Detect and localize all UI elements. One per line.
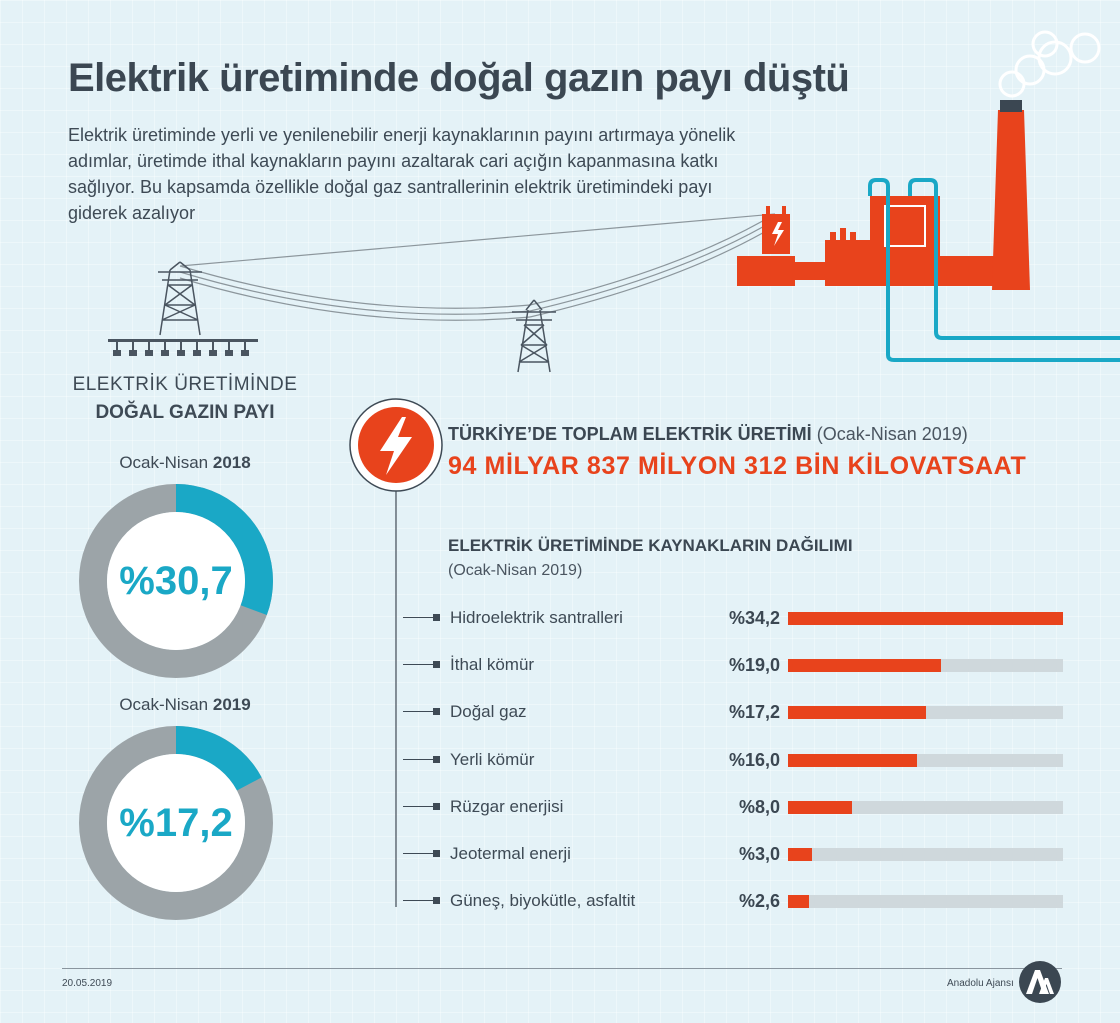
connector-line xyxy=(403,900,433,901)
bar-row xyxy=(0,842,1120,866)
connector-line xyxy=(403,806,433,807)
bar-category-label: Jeotermal enerji xyxy=(450,844,571,863)
donut-value-label: %17,2 xyxy=(119,800,233,845)
donut-chart-2018 xyxy=(79,484,273,678)
donut-heading-line1: ELEKTRİK ÜRETİMİNDE xyxy=(72,374,298,395)
bullet-square xyxy=(433,897,440,904)
page-title: Elektrik üretiminde doğal gazın payı düştü xyxy=(68,56,850,100)
bar xyxy=(788,706,926,719)
period-year: 2019 xyxy=(212,695,251,714)
bar-category-label: Hidroelektrik santralleri xyxy=(450,608,623,627)
bar-row xyxy=(0,795,1120,819)
connector-line xyxy=(403,711,433,712)
donut-2018-period xyxy=(40,453,330,473)
intro-text: Elektrik üretiminde yerli ve yenilenebilir enerji kaynaklarının payını artırmaya yönelik adımlar, üretimde ithal kaynakların payını azaltarak cari açığın kapanmasına katkı sağlıyor. Bu kapsamda özellikle doğal gaz santrallerinin elektrik üretimindeki payı giderek azalıyor xyxy=(68,125,736,223)
bullet-square xyxy=(433,803,440,810)
footer-agency: Anadolu Ajansı xyxy=(947,978,1014,989)
total-value: 94 MİLYAR 837 MİLYON 312 BİN KİLOVATSAAT xyxy=(448,452,1027,480)
bullet-square xyxy=(433,708,440,715)
bar-value-label: %17,2 xyxy=(728,702,780,723)
bar-value-label: %34,2 xyxy=(728,608,780,628)
bullet-square xyxy=(433,614,440,621)
bar-category-label: Yerli kömür xyxy=(450,749,535,769)
power-tower-icon xyxy=(512,300,556,372)
distribution-heading: ELEKTRİK ÜRETİMİNDE KAYNAKLARIN DAĞILIMI xyxy=(448,536,853,555)
bar-track xyxy=(788,706,1063,719)
bullet-square xyxy=(433,661,440,668)
aa-logo-icon xyxy=(1018,960,1062,1004)
footer-date: 20.05.2019 xyxy=(62,978,113,989)
bar xyxy=(788,801,852,814)
connector-line xyxy=(403,664,433,665)
power-tower-icon xyxy=(158,262,202,335)
bar-value-label: %3,0 xyxy=(738,844,780,864)
bar-track xyxy=(788,659,1063,672)
bar-value-label: %19,0 xyxy=(728,655,780,676)
total-period: (Ocak-Nisan 2019) xyxy=(816,424,968,444)
total-heading: TÜRKİYE’DE TOPLAM ELEKTRİK ÜRETİMİ xyxy=(448,424,812,444)
bar-track xyxy=(788,801,1063,814)
period-prefix: Ocak-Nisan xyxy=(119,453,209,472)
bar-track xyxy=(788,895,1063,908)
distribution-period: (Ocak-Nisan 2019) xyxy=(448,562,583,579)
bar xyxy=(788,754,917,767)
bar-category-label: İthal kömür xyxy=(450,655,535,675)
substation-base xyxy=(108,339,258,342)
bar xyxy=(788,895,809,908)
period-prefix: Ocak-Nisan xyxy=(119,695,209,714)
connector-line xyxy=(403,617,433,618)
bar-track xyxy=(788,612,1063,625)
bar xyxy=(788,848,812,861)
bar-row xyxy=(0,889,1120,913)
bullet-square xyxy=(433,756,440,763)
total-heading-row xyxy=(448,424,968,445)
donut-value-label: %30,7 xyxy=(119,558,233,603)
bar xyxy=(788,612,1063,625)
bar-row xyxy=(0,606,1120,630)
bullet-square xyxy=(433,850,440,857)
bar-row xyxy=(0,653,1120,677)
bar-category-label: Güneş, biyokütle, asfaltit xyxy=(450,891,636,911)
bar-category-label: Doğal gaz xyxy=(450,702,527,722)
connector-line xyxy=(403,759,433,760)
connector-line xyxy=(403,853,433,854)
bar-value-label: %16,0 xyxy=(728,749,780,770)
bar-track xyxy=(788,754,1063,767)
period-year: 2018 xyxy=(212,453,251,472)
donut-heading-line2: DOĞAL GAZIN PAYI xyxy=(95,402,275,423)
bar-row xyxy=(0,700,1120,724)
bar-category-label: Rüzgar enerjisi xyxy=(450,796,564,816)
bar-value-label: %2,6 xyxy=(738,891,780,912)
power-plant-icon xyxy=(737,100,1030,290)
bar-value-label: %8,0 xyxy=(738,796,780,817)
footer-divider xyxy=(62,968,1062,969)
bar-track xyxy=(788,848,1063,861)
bar-row xyxy=(0,748,1120,772)
bar xyxy=(788,659,941,672)
